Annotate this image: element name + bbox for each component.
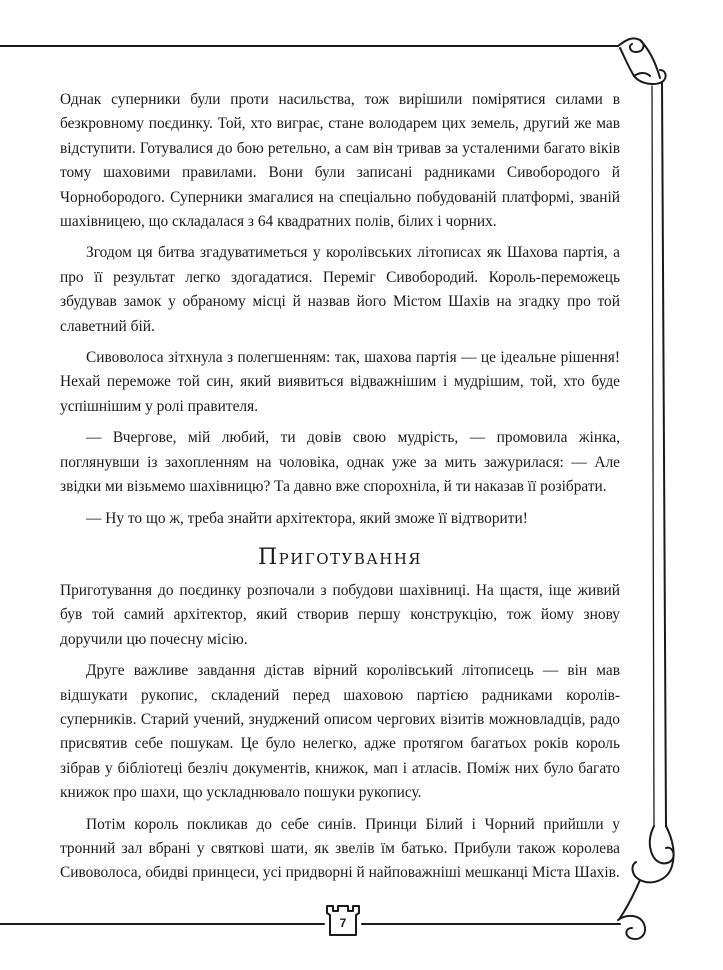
paragraph: Друге важливе завдання дістав вірний королівський літописець — він мав відшукати рукопис, складений перед шаховою партією радниками королів-суперників. Старий учений, знуджений описом чергових візитів можновладців, радо присвятив себе пошукам. Це було нелегко, адже протягом багатьох років король зібрав у бібліотеці безліч документів, книжок, мап і атласів. Поміж них було багато книжок про шахи, що ускладнювало пошуки рукопису. [60,662,620,802]
paragraph: Згодом ця битва згадуватиметься у королівських літописах як Шахова партія, а про її результат легко здогадатися. Переміг Сивобородий. Король-переможець збудував замок у обраному місці й назвав його Містом Шахів на згадку про той славетний бій. [60,244,620,335]
top-right-scroll-curl [618,38,666,84]
paragraph: — Вчергове, мій любий, ти довів свою мудрість, — промовила жінка, поглянувши із захопленням на чоловіка, однак уже за мить зажурилася: — Але звідки ми візьмемо шахівницю? Та давно вже спорохніла, й ти наказав її розібрати. [60,429,620,496]
section-heading: Приготування [257,544,423,570]
page-number-badge [324,902,362,938]
right-border-outer [662,82,666,826]
paragraph: Однак суперники були проти насильства, тож вирішили помірятися силами в безкровному поєдинку. Той, хто виграє, стане володарем цих земель, другий же мав відступити. Готувалися до бою ретельно, а сам він тривав за усталеними багато віків тому шаховими правилами. Вони були записані радниками Сивобородого й Чорнобородого. Суперники змагалися на спеціально побудованій платформі, званій шахівницею, що складалася з 64 квадратних полів, білих і чорних. [60,91,620,231]
paragraph: — Ну то що ж, треба знайти архітектора, який зможе її відтворити! [86,509,528,527]
page-number: 7 [339,916,347,930]
paragraph: Сивоволоса зітхнула з полегшенням: так, шахова партія — це ідеальне рішення! Нехай переможе той син, який виявиться відважнішим і мудрішим, той, хто буде успішнішим у ролі правителя. [60,349,620,415]
right-border-inner [652,86,654,826]
paragraph: Приготування до поєдинку розпочали з побудови шахівниці. На щастя, іще живий був той самий архітектор, який створив першу конструкцію, тож йому знову доручили цю почесну місію. [60,581,620,648]
paragraph: Потім король покликав до себе синів. Принци Білий і Чорний прийшли у тронний зал вбрані у святкові шати, як звелів їм батько. Прибули також королева Сивоволоса, обидві принцеси, усі придворні й найповажніші мешканці Міста Шахів. [60,815,620,882]
bottom-right-scroll-curl [618,826,674,939]
main-text-column [60,88,620,893]
